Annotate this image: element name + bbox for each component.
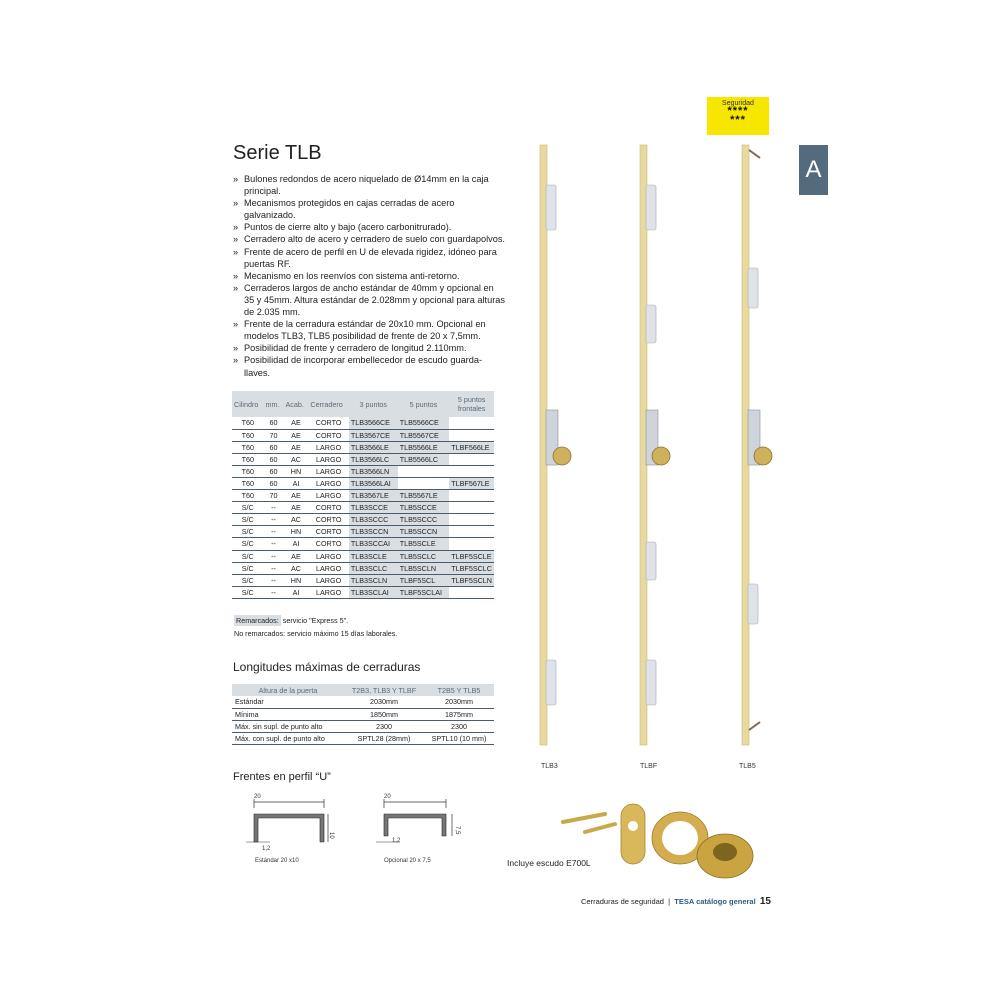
page-number: 15 [759, 896, 771, 907]
cell-mm: -- [264, 538, 284, 550]
footer-separator: | [668, 897, 671, 906]
cell-cerradero: CORTO [308, 538, 348, 550]
cell-5frontales [449, 526, 494, 538]
feature-item: » Bulones redondos de acero niquelado de Ø14mm en la caja principal. [233, 173, 505, 197]
cell-5puntos: TLB5566LC [398, 453, 450, 465]
lock-tlb5-image [742, 145, 772, 745]
cell-acab: AE [284, 502, 309, 514]
table-row [232, 526, 494, 538]
cell-cerradero: LARGO [308, 441, 348, 453]
cell-acab: AI [284, 538, 309, 550]
cell-3puntos: TLB3SCLE [349, 550, 398, 562]
cell-acab: AI [284, 477, 309, 489]
cell-cerradero: LARGO [308, 490, 348, 502]
col-altura: Altura de la puerta [232, 684, 344, 696]
profile-optional-caption: Opcional 20 x 7,5 [384, 858, 431, 864]
table-row [232, 733, 494, 745]
cell-acab: AC [284, 562, 309, 574]
cell-mm: -- [264, 574, 284, 586]
cell-cerradero: CORTO [308, 526, 348, 538]
cell-acab: HN [284, 574, 309, 586]
cell-3puntos: TLB3SCCAI [349, 538, 398, 550]
page-footer [581, 896, 771, 907]
table-row [232, 417, 494, 429]
section-tab: A [799, 145, 828, 195]
table-row [232, 538, 494, 550]
cell-mm: -- [264, 514, 284, 526]
cell-acab: AE [284, 417, 309, 429]
cell-mm: -- [264, 562, 284, 574]
length-value: 2300 [424, 720, 494, 732]
cell-3puntos: TLB3SCCC [349, 514, 398, 526]
cell-3puntos: TLB3SCLC [349, 562, 398, 574]
cell-acab: AC [284, 453, 309, 465]
cell-mm: -- [264, 526, 284, 538]
cell-cerradero: CORTO [308, 417, 348, 429]
cell-cerradero: LARGO [308, 562, 348, 574]
cell-acab: AE [284, 490, 309, 502]
cell-cilindro: S/C [232, 526, 264, 538]
cell-cerradero: LARGO [308, 477, 348, 489]
cell-3puntos: TLB3567CE [349, 429, 398, 441]
cell-5frontales [449, 453, 494, 465]
feature-item: » Mecanismo en los reenvíos con sistema anti-retorno. [233, 270, 505, 282]
cell-3puntos: TLB3SCCN [349, 526, 398, 538]
frentes-heading: Frentes en perfil “U” [233, 771, 331, 783]
escudo-caption: Incluye escudo E700L [507, 858, 591, 868]
col-acab: Acab. [284, 391, 309, 417]
feature-item: » Cerraderos largos de ancho estándar de 40mm y opcional en 35 y 45mm. Altura estándar de 2.028mm y opcional para alturas de 2.035 mm. [233, 282, 505, 318]
cell-cilindro: S/C [232, 538, 264, 550]
std-width-label: 20 [254, 794, 261, 800]
cell-mm: -- [264, 586, 284, 598]
cell-5frontales [449, 429, 494, 441]
model-caption-tlb3: TLB3 [541, 763, 558, 770]
cell-5puntos [398, 465, 450, 477]
cell-cilindro: T60 [232, 477, 264, 489]
feature-item: » Mecanismos protegidos en cajas cerradas de acero galvanizado. [233, 197, 505, 221]
cell-3puntos: TLB3566LE [349, 441, 398, 453]
cell-cilindro: S/C [232, 514, 264, 526]
length-value: 1875mm [424, 708, 494, 720]
cell-cerradero: CORTO [308, 514, 348, 526]
length-label: Máx. con supl. de punto alto [232, 733, 344, 745]
cell-cerradero: LARGO [308, 550, 348, 562]
opt-width-label: 20 [384, 794, 391, 800]
cell-5frontales [449, 490, 494, 502]
lock-tlb3-image [540, 145, 571, 745]
cell-cilindro: S/C [232, 586, 264, 598]
table-row [232, 490, 494, 502]
cell-mm: -- [264, 502, 284, 514]
col-mm: mm. [264, 391, 284, 417]
security-label: Seguridad [722, 100, 754, 107]
cell-cilindro: T60 [232, 429, 264, 441]
length-label: Máx. sin supl. de punto alto [232, 720, 344, 732]
cell-5puntos: TLB5SCLN [398, 562, 450, 574]
col-3puntos: 3 puntos [349, 391, 398, 417]
feature-item: » Frente de acero de perfil en U de elevada rigidez, idóneo para puertas RF. [233, 246, 505, 270]
cell-3puntos: TLB3567LE [349, 490, 398, 502]
cell-3puntos: TLB3566CE [349, 417, 398, 429]
cell-cilindro: S/C [232, 502, 264, 514]
cell-5frontales [449, 538, 494, 550]
col-5frontales: 5 puntos frontales [449, 391, 494, 417]
table-row [232, 720, 494, 732]
security-badge [707, 97, 769, 135]
length-label: Estándar [232, 696, 344, 708]
footer-brand: TESA catálogo general [674, 897, 756, 906]
cell-cerradero: CORTO [308, 502, 348, 514]
profile-optional-diagram [370, 790, 480, 858]
cell-3puntos: TLB3566LC [349, 453, 398, 465]
cell-5puntos: TLB5566LE [398, 441, 450, 453]
cell-acab: AE [284, 429, 309, 441]
cell-5frontales [449, 514, 494, 526]
col-tlb3: T2B3, TLB3 Y TLBF [344, 684, 424, 696]
cell-acab: AE [284, 441, 309, 453]
cell-mm: 70 [264, 429, 284, 441]
cell-cerradero: LARGO [308, 574, 348, 586]
cell-3puntos: TLB3566LAI [349, 477, 398, 489]
note-normal: No remarcados: servicio máximo 15 días laborales. [234, 629, 398, 638]
cell-cilindro: T60 [232, 465, 264, 477]
col-tlb5: T2B5 Y TLB5 [424, 684, 494, 696]
cell-5puntos: TLB5SCCC [398, 514, 450, 526]
cell-5frontales: TLBF567LE [449, 477, 494, 489]
table-row [232, 465, 494, 477]
cell-mm: 60 [264, 453, 284, 465]
cell-5puntos: TLBF5SCL [398, 574, 450, 586]
table-row [232, 550, 494, 562]
table-header-row [232, 684, 494, 696]
table-row [232, 453, 494, 465]
cell-acab: AC [284, 514, 309, 526]
note-highlight-label: Remarcados: [236, 616, 279, 625]
note-highlight-text: servicio "Express 5". [280, 616, 349, 625]
security-stars-bottom: *** [730, 114, 746, 126]
cell-cerradero: CORTO [308, 429, 348, 441]
col-cerradero: Cerradero [308, 391, 348, 417]
std-height-label: 10 [328, 832, 334, 839]
cell-5frontales [449, 586, 494, 598]
cell-5frontales: TLBF5SCLE [449, 550, 494, 562]
cell-cilindro: S/C [232, 574, 264, 586]
cell-5frontales: TLBF5SCLN [451, 575, 492, 585]
cell-5frontales: TLBF5SCLC [451, 563, 492, 573]
table-row [232, 429, 494, 441]
length-label: Mínima [232, 708, 344, 720]
cell-5puntos: TLB5SCCE [398, 502, 450, 514]
escudo-illustration [555, 800, 755, 890]
cell-mm: 60 [264, 441, 284, 453]
model-caption-tlb5: TLB5 [739, 763, 756, 770]
length-value: 2030mm [344, 696, 424, 708]
lock-tlbf-image [640, 145, 670, 745]
table-row [232, 574, 494, 586]
note-express [234, 616, 348, 625]
lengths-table [232, 684, 494, 745]
feature-list [233, 173, 505, 379]
cell-mm: -- [264, 550, 284, 562]
table-row [232, 477, 494, 489]
table-header-row [232, 391, 494, 417]
cell-5puntos: TLB5566CE [398, 417, 450, 429]
cell-5puntos: TLB5SCLE [398, 538, 450, 550]
cell-5puntos: TLB5SCLC [398, 550, 450, 562]
cell-3puntos: TLB3SCCE [349, 502, 398, 514]
cell-cilindro: S/C [232, 562, 264, 574]
cell-acab: AI [284, 586, 309, 598]
cell-5puntos: TLB5SCCN [398, 526, 450, 538]
length-value: SPTL28 (28mm) [344, 733, 424, 745]
length-value: 2300 [344, 720, 424, 732]
cell-5frontales [449, 417, 494, 429]
lengths-heading: Longitudes máximas de cerraduras [233, 660, 421, 674]
table-row [232, 441, 494, 453]
cell-5puntos: TLB5567LE [398, 490, 450, 502]
cell-3puntos: TLB3566LN [349, 465, 398, 477]
models-table [232, 391, 494, 599]
feature-item: » Posibilidad de incorporar embellecedor de escudo guarda-llaves. [233, 354, 505, 378]
std-thickness-label: 1,2 [262, 846, 271, 852]
table-row [232, 562, 494, 574]
cell-5puntos: TLB5567CE [398, 429, 450, 441]
table-row [232, 586, 494, 598]
cell-cilindro: T60 [232, 441, 264, 453]
footer-section: Cerraduras de seguridad [581, 897, 664, 906]
length-value: 2030mm [424, 696, 494, 708]
profile-standard-diagram [240, 790, 350, 858]
cell-cerradero: LARGO [308, 453, 348, 465]
feature-item: » Posibilidad de frente y cerradero de longitud 2.110mm. [233, 342, 505, 354]
cell-cerradero: LARGO [308, 465, 348, 477]
opt-thickness-label: 1,2 [392, 838, 401, 844]
cell-mm: 60 [264, 417, 284, 429]
cell-5frontales: TLBF566LE [449, 441, 494, 453]
length-value: 1850mm [344, 708, 424, 720]
length-value: SPTL10 (10 mm) [424, 733, 494, 745]
cell-cilindro: T60 [232, 490, 264, 502]
cell-5puntos: TLBF5SCLAI [398, 586, 450, 598]
feature-item: » Cerradero alto de acero y cerradero de suelo con guardapolvos. [233, 233, 505, 245]
model-caption-tlbf: TLBF [640, 763, 658, 770]
table-row [232, 502, 494, 514]
cell-acab: HN [284, 465, 309, 477]
cell-cerradero: LARGO [308, 586, 348, 598]
profile-standard-caption: Estándar 20 x10 [255, 858, 299, 864]
feature-item: » Puntos de cierre alto y bajo (acero carbonitrurado). [233, 221, 505, 233]
cell-3puntos: TLB3SCLAI [349, 586, 398, 598]
opt-height-label: 7,5 [454, 826, 460, 835]
cell-mm: 60 [264, 465, 284, 477]
cell-cilindro: T60 [232, 453, 264, 465]
cell-mm: 60 [264, 477, 284, 489]
cell-acab: AE [284, 550, 309, 562]
page-title: Serie TLB [233, 142, 322, 164]
table-row [232, 708, 494, 720]
cell-5puntos [398, 477, 450, 489]
table-row [232, 514, 494, 526]
cell-3puntos: TLB3SCLN [349, 574, 398, 586]
locks-illustration [530, 140, 780, 755]
cell-5frontales [449, 465, 494, 477]
cell-cilindro: S/C [232, 550, 264, 562]
security-stars-top: **** [727, 105, 749, 117]
cell-mm: 70 [264, 490, 284, 502]
cell-acab: HN [284, 526, 309, 538]
cell-cilindro: T60 [232, 417, 264, 429]
table-row [232, 696, 494, 708]
col-cilindro: Cilindro [232, 391, 264, 417]
col-5puntos: 5 puntos [398, 391, 450, 417]
cell-5frontales [449, 502, 494, 514]
feature-item: » Frente de la cerradura estándar de 20x10 mm. Opcional en modelos TLB3, TLB5 posibilidad de frente de 20 x 7,5mm. [233, 318, 505, 342]
